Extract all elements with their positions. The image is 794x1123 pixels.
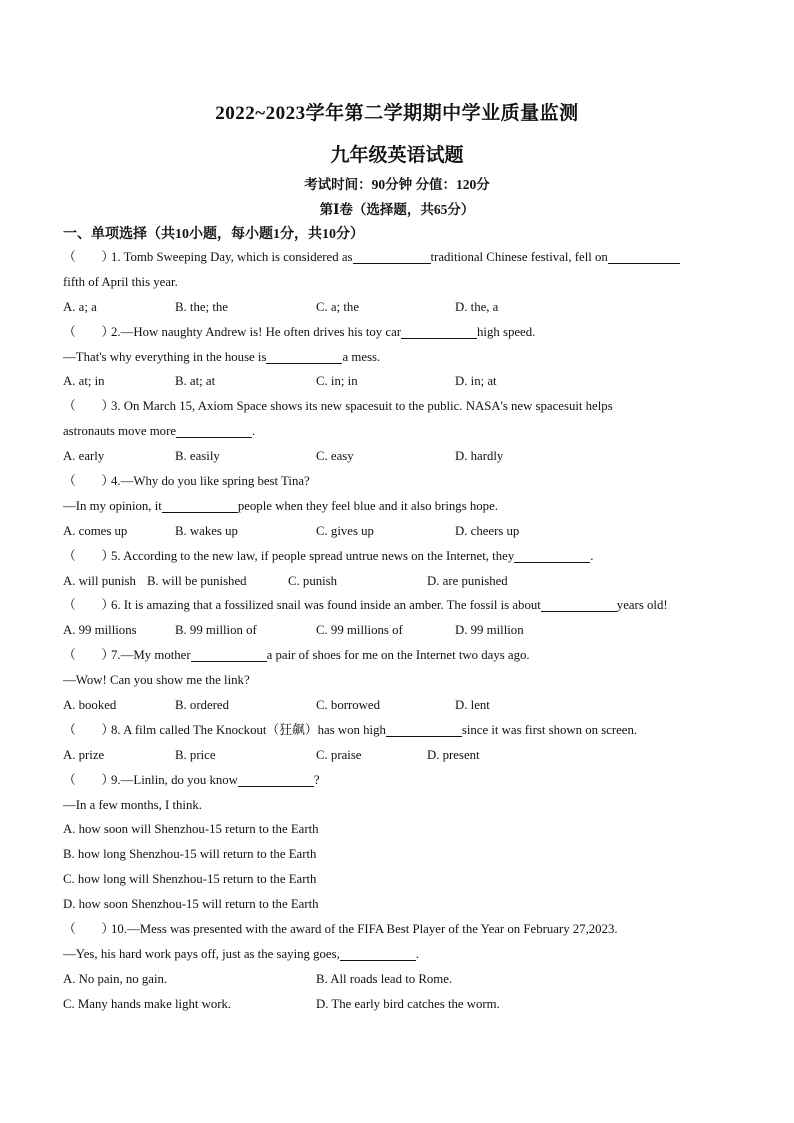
question-2-options bbox=[63, 369, 733, 394]
option-d[interactable]: D. present bbox=[427, 747, 480, 762]
option-b[interactable]: B. easily bbox=[175, 449, 220, 464]
answer-blank[interactable] bbox=[401, 323, 477, 339]
option-d[interactable]: D. 99 million bbox=[455, 623, 524, 638]
answer-paren[interactable]: （ ） bbox=[63, 648, 115, 663]
answer-blank[interactable] bbox=[176, 422, 252, 438]
question-text: a pair of shoes for me on the Internet two days ago. bbox=[266, 648, 530, 663]
exam-subtitle: 九年级英语试题 bbox=[330, 145, 464, 166]
question-text: since it was first shown on screen. bbox=[461, 722, 638, 737]
option-c[interactable]: C. 99 millions of bbox=[316, 623, 403, 638]
answer-blank[interactable] bbox=[162, 497, 238, 513]
question-text: . bbox=[590, 548, 594, 563]
question-10 bbox=[63, 917, 733, 942]
answer-blank[interactable] bbox=[514, 547, 590, 563]
question-2 bbox=[63, 320, 733, 345]
question-4 bbox=[63, 469, 733, 494]
section-heading: 一、单项选择（共10小题，每小题1分，共10分） bbox=[63, 227, 364, 242]
question-text: —In my opinion, it bbox=[63, 498, 162, 513]
answer-paren[interactable]: （ ） bbox=[63, 598, 115, 613]
option-d[interactable]: D. in; at bbox=[455, 374, 497, 389]
option-b[interactable]: B. All roads lead to Rome. bbox=[316, 971, 453, 986]
option-a[interactable]: A. at; in bbox=[63, 374, 105, 389]
option-b[interactable]: B. ordered bbox=[175, 698, 230, 713]
question-10-reply bbox=[63, 942, 733, 967]
answer-blank[interactable] bbox=[238, 771, 314, 787]
question-9-reply bbox=[63, 793, 733, 818]
question-text: 8. A film called The Knockout（狂飙）has won high bbox=[111, 722, 386, 737]
option-c[interactable]: C. Many hands make light work. bbox=[63, 996, 232, 1011]
question-text: —Wow! Can you show me the link? bbox=[63, 673, 250, 688]
answer-paren[interactable]: （ ） bbox=[63, 399, 115, 414]
question-text: 5. According to the new law, if people spread untrue news on the Internet, they bbox=[111, 548, 515, 563]
option-c[interactable]: C. punish bbox=[288, 573, 338, 588]
question-text: . bbox=[252, 424, 256, 439]
answer-blank[interactable] bbox=[386, 721, 462, 737]
question-3-options bbox=[63, 444, 733, 469]
answer-blank[interactable] bbox=[353, 248, 431, 264]
option-a[interactable]: A. prize bbox=[63, 747, 105, 762]
option-d[interactable]: D. how soon Shenzhou-15 will return to the Earth bbox=[63, 897, 319, 912]
question-text: astronauts move more bbox=[63, 424, 177, 439]
answer-paren[interactable]: （ ） bbox=[63, 474, 115, 489]
answer-blank[interactable] bbox=[340, 945, 416, 961]
answer-paren[interactable]: （ ） bbox=[63, 324, 115, 339]
question-text: 2.—How naughty Andrew is! He often drives his toy car bbox=[111, 324, 402, 339]
option-a[interactable]: A. booked bbox=[63, 698, 117, 713]
question-text: ? bbox=[313, 772, 320, 787]
question-8 bbox=[63, 718, 733, 743]
answer-blank[interactable] bbox=[191, 646, 267, 662]
question-7-options bbox=[63, 693, 733, 718]
option-d[interactable]: D. cheers up bbox=[455, 523, 520, 538]
question-10-options-ab bbox=[63, 967, 733, 992]
question-1-cont bbox=[63, 270, 733, 295]
question-7-reply bbox=[63, 668, 733, 693]
question-text: 9.—Linlin, do you know bbox=[111, 772, 238, 787]
exam-title: 2022~2023学年第二学期期中学业质量监测 bbox=[215, 103, 579, 124]
question-7 bbox=[63, 643, 733, 668]
option-d[interactable]: D. hardly bbox=[455, 449, 504, 464]
answer-blank[interactable] bbox=[541, 596, 617, 612]
question-text: —Yes, his hard work pays off, just as the saying goes, bbox=[63, 946, 340, 961]
question-1 bbox=[63, 245, 733, 270]
answer-paren[interactable]: （ ） bbox=[63, 250, 115, 264]
option-c[interactable]: C. a; the bbox=[316, 299, 360, 314]
option-b[interactable]: B. at; at bbox=[175, 374, 216, 389]
option-b[interactable]: B. how long Shenzhou-15 will return to the Earth bbox=[63, 847, 317, 862]
question-1-options bbox=[63, 295, 733, 320]
option-d[interactable]: D. are punished bbox=[427, 573, 508, 588]
question-8-options bbox=[63, 743, 733, 768]
option-c[interactable]: C. praise bbox=[316, 747, 362, 762]
option-a[interactable]: A. 99 millions bbox=[63, 623, 137, 638]
question-4-reply bbox=[63, 494, 733, 519]
answer-paren[interactable]: （ ） bbox=[63, 548, 115, 563]
question-9 bbox=[63, 768, 733, 793]
option-d[interactable]: D. the, a bbox=[455, 299, 499, 314]
question-text: people when they feel blue and it also brings hope. bbox=[237, 498, 498, 513]
question-6-options bbox=[63, 618, 733, 643]
answer-blank[interactable] bbox=[608, 248, 680, 264]
option-c[interactable]: C. in; in bbox=[316, 374, 358, 389]
question-text: 7.—My mother bbox=[111, 648, 191, 663]
question-text: 6. It is amazing that a fossilized snail was found inside an amber. The fossil is about bbox=[111, 598, 541, 613]
question-5-options bbox=[63, 569, 733, 594]
question-4-options bbox=[63, 519, 733, 544]
option-b[interactable]: B. 99 million of bbox=[175, 623, 257, 638]
option-b[interactable]: B. price bbox=[175, 747, 216, 762]
option-d[interactable]: D. lent bbox=[455, 698, 490, 713]
question-text: 3. On March 15, Axiom Space shows its new spacesuit to the public. NASA's new spacesuit helps bbox=[111, 399, 613, 414]
question-text: years old! bbox=[616, 598, 668, 613]
option-b[interactable]: B. will be punished bbox=[147, 573, 247, 588]
question-list bbox=[63, 245, 733, 1017]
option-d[interactable]: D. The early bird catches the worm. bbox=[316, 996, 500, 1011]
option-c[interactable]: C. gives up bbox=[316, 523, 374, 538]
answer-blank[interactable] bbox=[266, 348, 342, 364]
question-5 bbox=[63, 544, 733, 569]
option-a[interactable]: A. will punish bbox=[63, 573, 136, 588]
option-c[interactable]: C. easy bbox=[316, 449, 354, 464]
exam-meta: 考试时间：90分钟 分值：120分 bbox=[304, 177, 490, 192]
question-text: . bbox=[415, 946, 419, 961]
option-b[interactable]: B. wakes up bbox=[175, 523, 238, 538]
question-text: high speed. bbox=[477, 324, 536, 339]
option-a[interactable]: A. No pain, no gain. bbox=[63, 971, 168, 986]
question-3-cont bbox=[63, 419, 733, 444]
question-3 bbox=[63, 394, 733, 419]
option-a[interactable]: A. comes up bbox=[63, 523, 128, 538]
question-10-options-cd bbox=[63, 992, 733, 1017]
question-2-reply bbox=[63, 345, 733, 370]
answer-paren[interactable]: （ ） bbox=[63, 722, 115, 737]
option-c[interactable]: C. how long will Shenzhou-15 return to the Earth bbox=[63, 872, 317, 887]
question-text: —In a few months, I think. bbox=[63, 797, 202, 812]
option-a[interactable]: A. how soon will Shenzhou-15 return to the Earth bbox=[63, 822, 319, 837]
question-text: a mess. bbox=[342, 349, 381, 364]
option-b[interactable]: B. the; the bbox=[175, 299, 228, 314]
question-text: —That's why everything in the house is bbox=[63, 349, 267, 364]
question-text: fifth of April this year. bbox=[63, 274, 178, 289]
question-text: traditional Chinese festival, fell on bbox=[430, 250, 608, 264]
volume-heading: 第Ⅰ卷（选择题，共65分） bbox=[319, 202, 475, 217]
question-text: 10.—Mess was presented with the award of the FIFA Best Player of the Year on February 27,2023. bbox=[111, 922, 618, 937]
answer-paren[interactable]: （ ） bbox=[63, 772, 115, 787]
option-a[interactable]: A. early bbox=[63, 449, 105, 464]
answer-paren[interactable]: （ ） bbox=[63, 922, 115, 937]
option-c[interactable]: C. borrowed bbox=[316, 698, 380, 713]
question-6 bbox=[63, 593, 733, 618]
question-text: 1. Tomb Sweeping Day, which is considered as bbox=[111, 250, 353, 264]
question-text: 4.—Why do you like spring best Tina? bbox=[111, 474, 310, 489]
option-a[interactable]: A. a; a bbox=[63, 299, 97, 314]
